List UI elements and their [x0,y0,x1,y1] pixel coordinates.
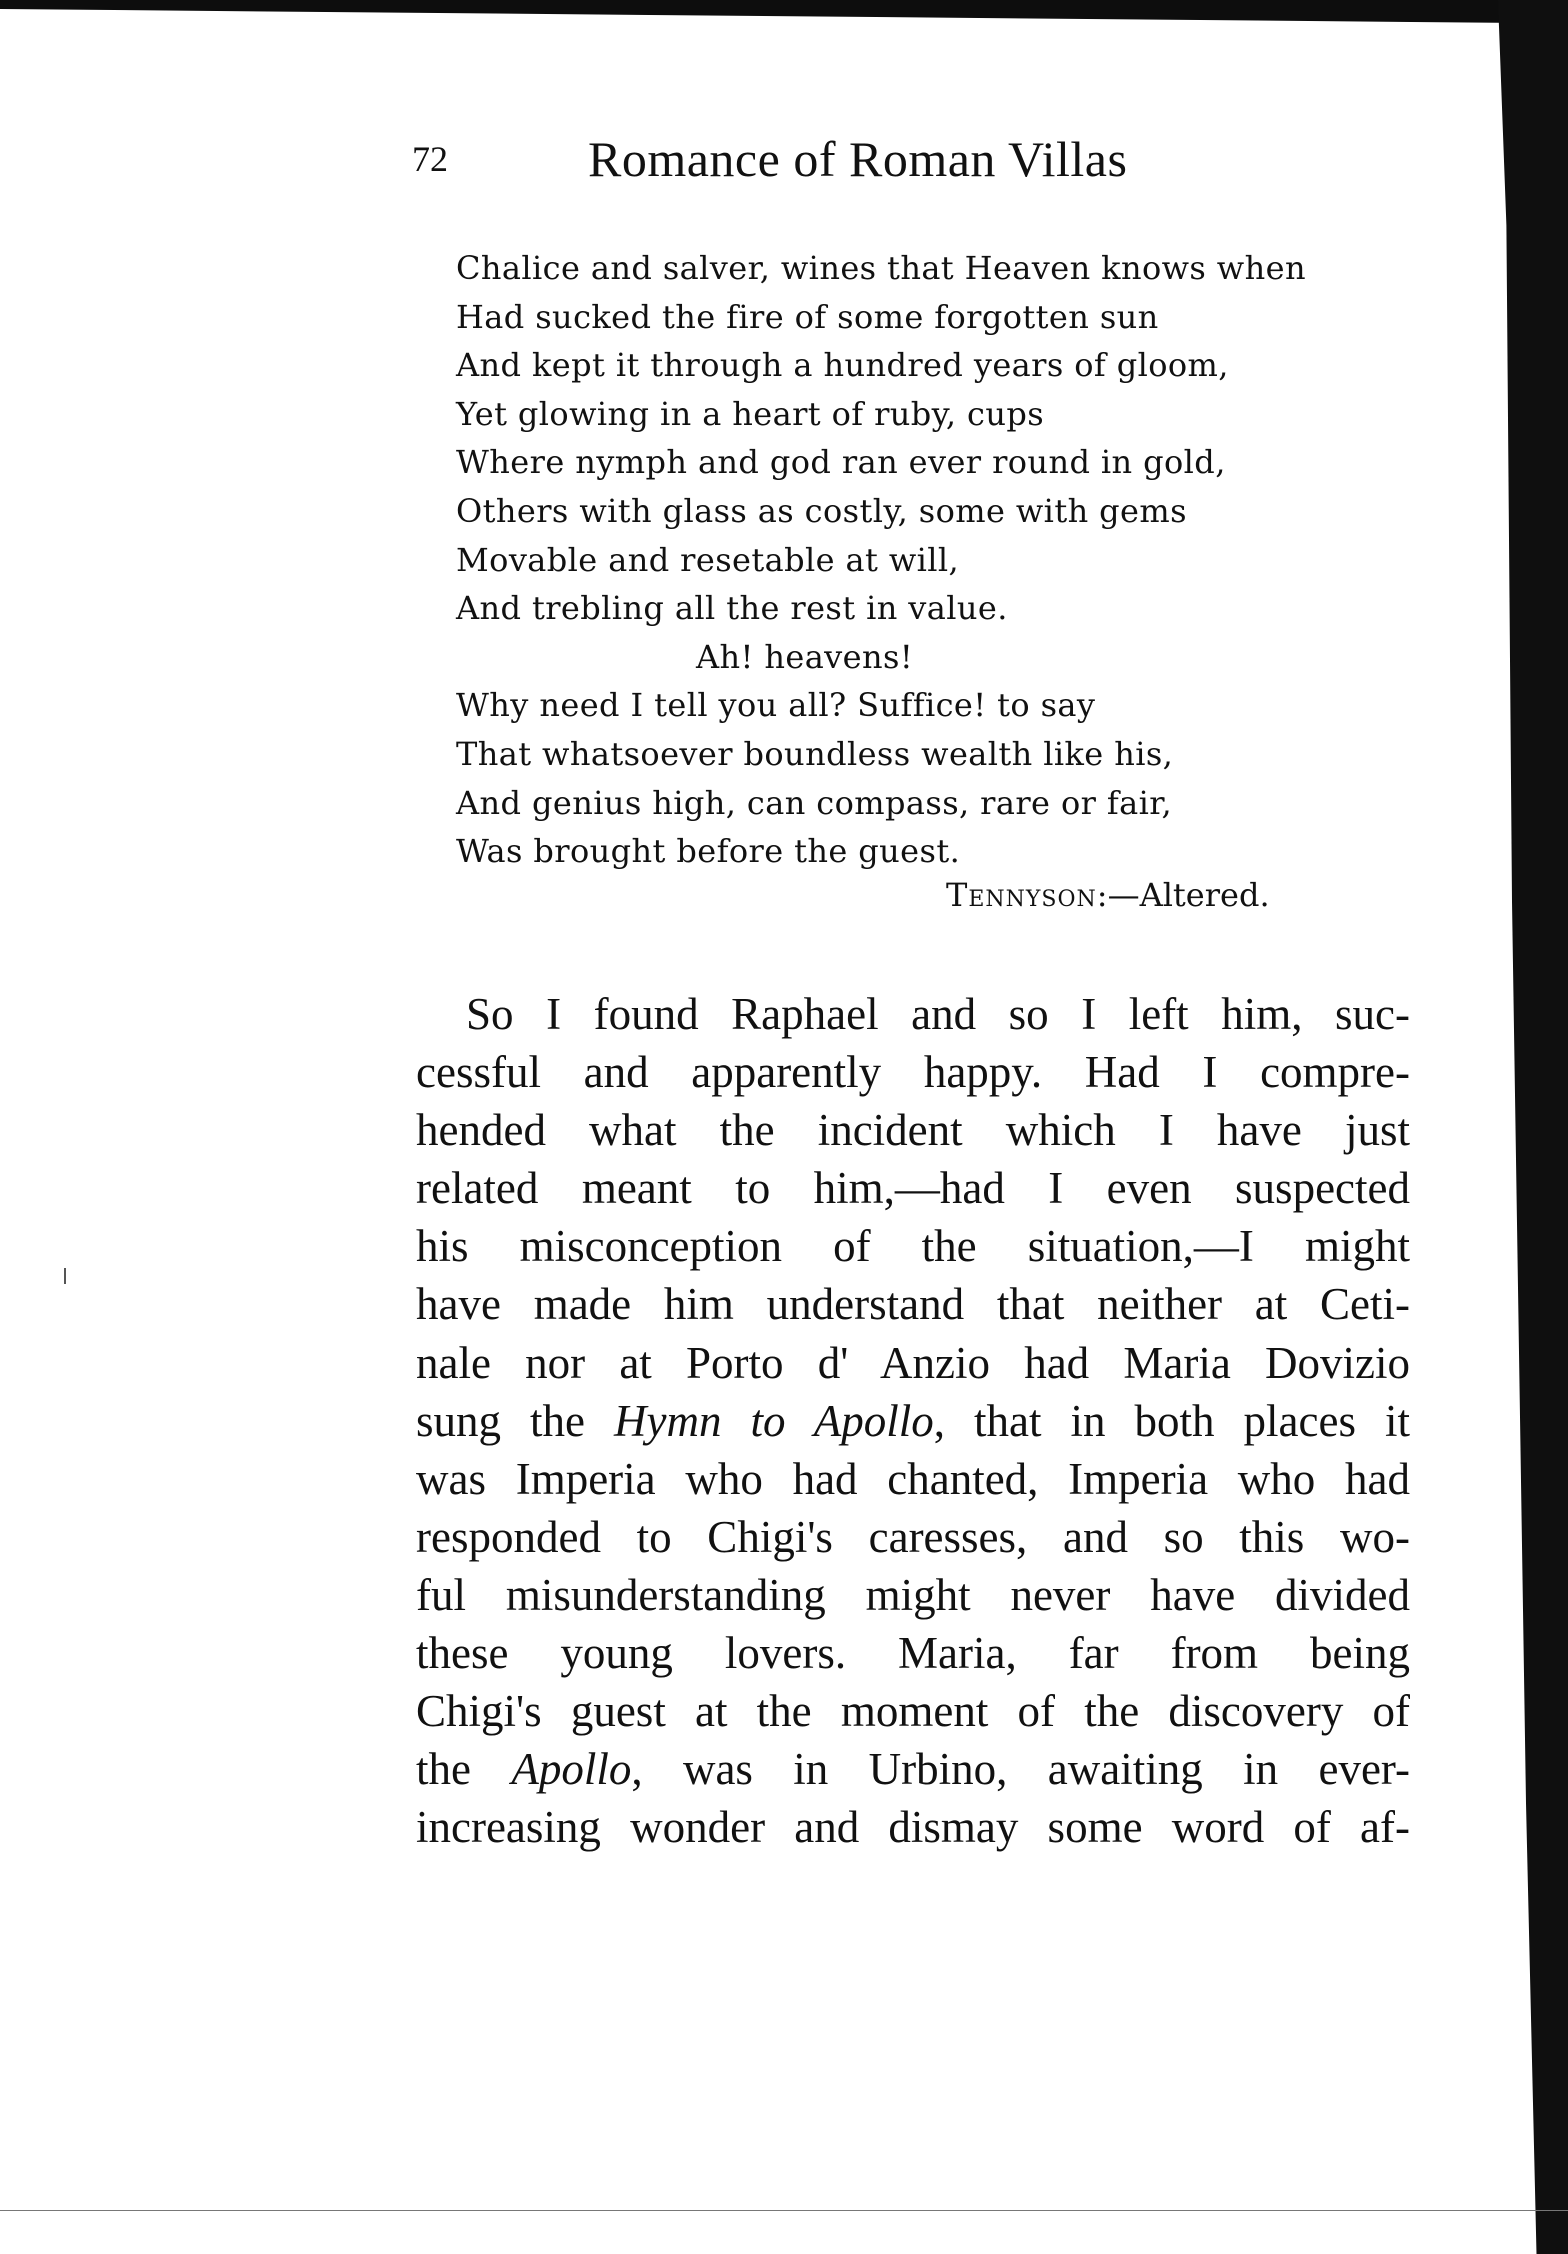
prose-line: cessful and apparently happy. Had I compre- [416,1047,1410,1098]
prose-line: nale nor at Porto d' Anzio had Maria Dovizio [416,1337,1410,1388]
prose-line [416,1740,1410,1798]
stray-mark [64,1268,66,1284]
prose-text: sung the [416,1395,615,1446]
poem-excerpt [456,244,1356,876]
poem-line: Yet glowing in a heart of ruby, cups [456,394,1045,433]
prose-text: , was in Urbino, awaiting in ever- [631,1744,1410,1795]
poem-line: That whatsoever boundless wealth like his, [456,734,1174,773]
prose-line: Chigi's guest at the moment of the discovery of [416,1686,1410,1737]
prose-line: increasing wonder and dismay some word of af- [416,1802,1410,1853]
prose-line: these young lovers. Maria, far from being [416,1628,1410,1679]
poem-line: And trebling all the rest in value. [456,589,1008,628]
poem-attribution [946,876,1270,914]
poem-line: Chalice and salver, wines that Heaven knows when [456,249,1306,287]
poem-line: Why need I tell you all? Suffice! to say [456,686,1096,725]
prose-line: related meant to him,—had I even suspected [416,1163,1410,1214]
poem-line: Others with glass as costly, some with gems [456,491,1187,530]
prose-line: have made him understand that neither at Ceti- [416,1279,1410,1330]
page-header [412,130,1242,190]
poem-line: Ah! heavens! [696,637,914,676]
scan-edge-bottom [0,2210,1568,2211]
prose-line: was Imperia who had chanted, Imperia who had [416,1453,1410,1504]
poem-line: And genius high, can compass, rare or fair, [456,783,1173,822]
scan-edge-right [1498,0,1568,2254]
poem-line: Had sucked the fire of some forgotten sun [456,297,1159,336]
prose-line: hended what the incident which I have just [416,1105,1410,1156]
poem-line: Where nymph and god ran ever round in gold, [456,443,1226,482]
poem-line: And kept it through a hundred years of gloom, [456,346,1229,385]
poem-line: Movable and resetable at will, [456,540,960,579]
page-number: 72 [412,139,448,179]
prose-line: responded to Chigi's caresses, and so this wo- [416,1511,1410,1562]
running-title: Romance of Roman Villas [588,131,1128,187]
italic-title: Apollo [511,1744,632,1795]
poem-line: Was brought before the guest. [456,832,961,871]
prose-text: , that in both places it [933,1395,1411,1446]
prose-line [416,1392,1410,1450]
prose-line: ful misunderstanding might never have divided [416,1569,1410,1620]
prose-line: So I found Raphael and so I left him, suc- [466,989,1410,1039]
italic-title: Hymn to Apollo [614,1395,934,1446]
prose-text: the [416,1744,512,1795]
scan-edge-top [0,0,1568,36]
prose-paragraph [416,985,1410,1856]
prose-line: his misconception of the situation,—I might [416,1221,1410,1272]
attribution-author: Tennyson [946,876,1097,914]
attribution-suffix: :—Altered. [1096,876,1270,914]
